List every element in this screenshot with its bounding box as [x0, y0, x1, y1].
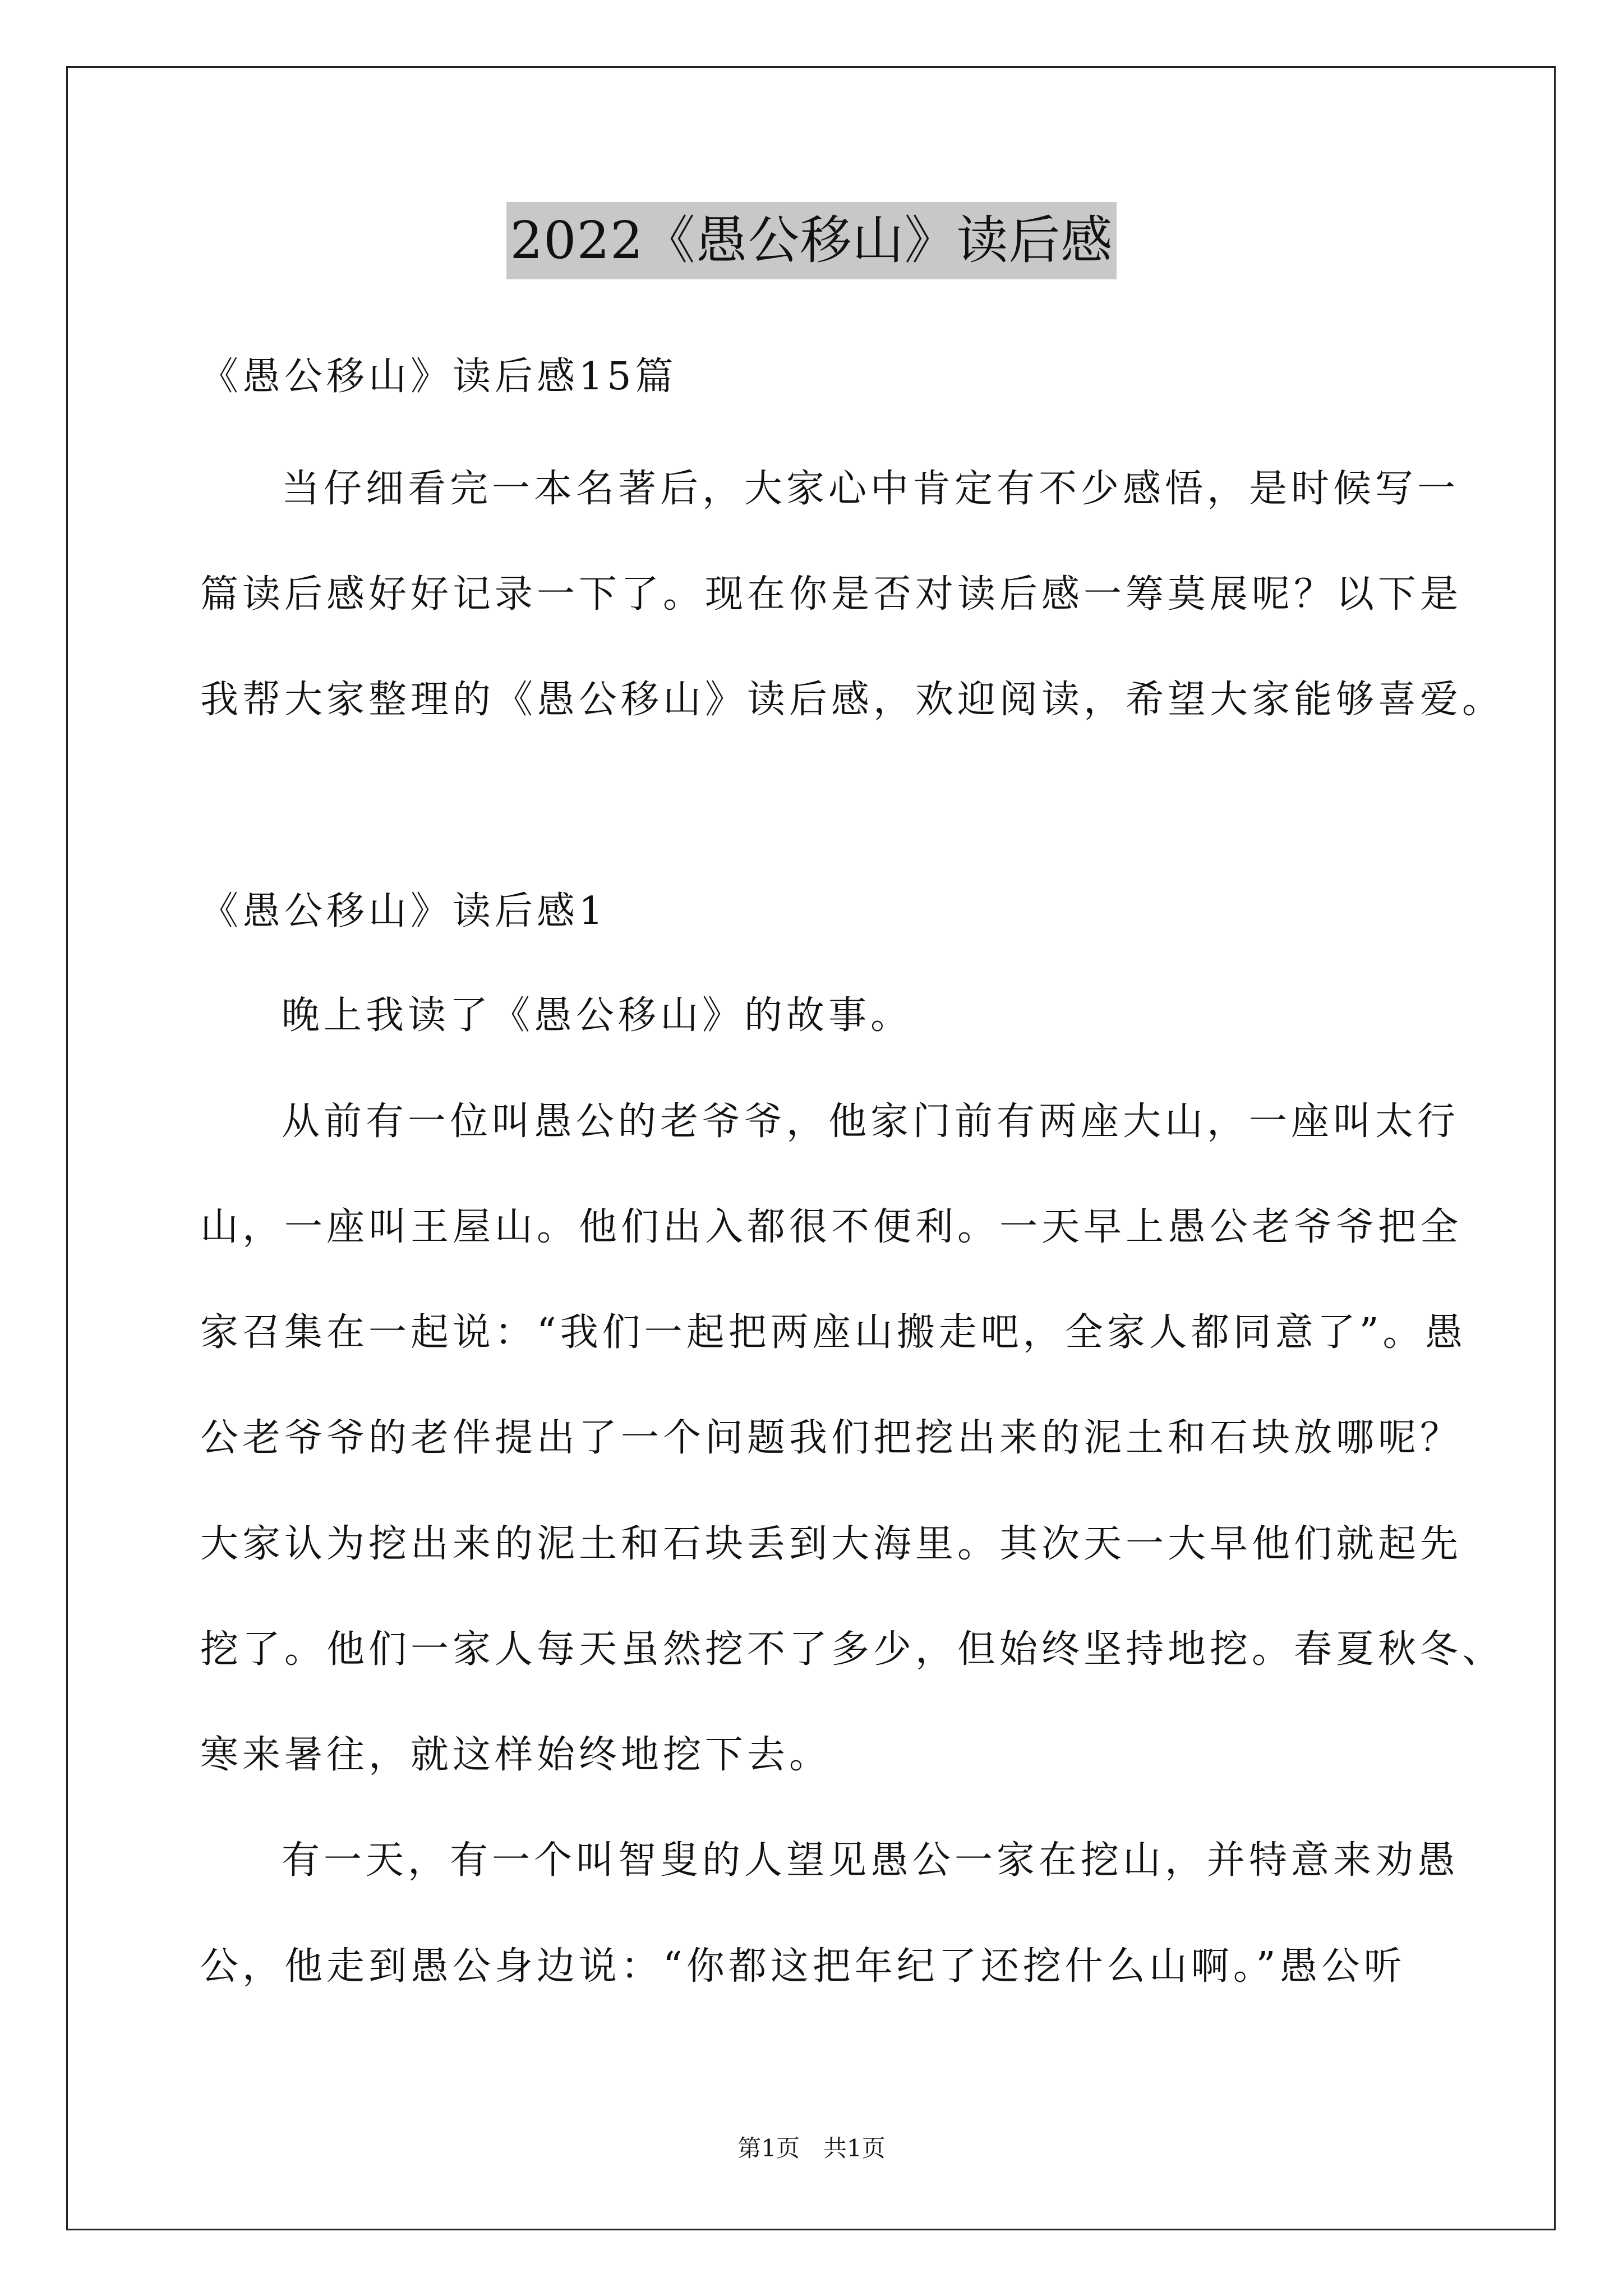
subtitle: 《愚公移山》读后感15篇 — [200, 355, 677, 399]
page-footer: 第1页 共1页 — [737, 2134, 886, 2162]
title-container — [0, 202, 1623, 279]
intro-line: 我帮大家整理的《愚公移山》读后感，欢迎阅读，希望大家能够喜爱。 — [200, 678, 1505, 722]
body-line: 挖了。他们一家人每天虽然挖不了多少，但始终坚持地挖。春夏秋冬、 — [200, 1627, 1505, 1672]
section-heading: 《愚公移山》读后感1 — [200, 889, 607, 933]
body-line: 有一天，有一个叫智叟的人望见愚公一家在挖山，并特意来劝愚 — [282, 1838, 1460, 1883]
body-line: 从前有一位叫愚公的老爷爷，他家门前有两座大山，一座叫太行 — [282, 1099, 1460, 1144]
body-line: 公，他走到愚公身边说：“你都这把年纪了还挖什么山啊。”愚公听 — [200, 1944, 1406, 1989]
body-line: 大家认为挖出来的泥土和石块丢到大海里。其次天一大早他们就起先 — [200, 1522, 1463, 1566]
body-line: 家召集在一起说：“我们一起把两座山搬走吧，全家人都同意了”。愚 — [200, 1310, 1467, 1355]
intro-line: 当仔细看完一本名著后，大家心中肯定有不少感悟，是时候写一 — [282, 467, 1460, 511]
body-line: 寒来暑往，就这样始终地挖下去。 — [200, 1733, 832, 1777]
body-line: 公老爷爷的老伴提出了一个问题我们把挖出来的泥土和石块放哪呢？ — [200, 1416, 1463, 1460]
body-line: 山，一座叫王屋山。他们出入都很不便利。一天早上愚公老爷爷把全 — [200, 1205, 1463, 1249]
body-line: 晚上我读了《愚公移山》的故事。 — [282, 993, 913, 1038]
intro-line: 篇读后感好好记录一下了。现在你是否对读后感一筹莫展呢？以下是 — [200, 572, 1463, 616]
document-title: 2022《愚公移山》读后感 — [506, 202, 1116, 279]
